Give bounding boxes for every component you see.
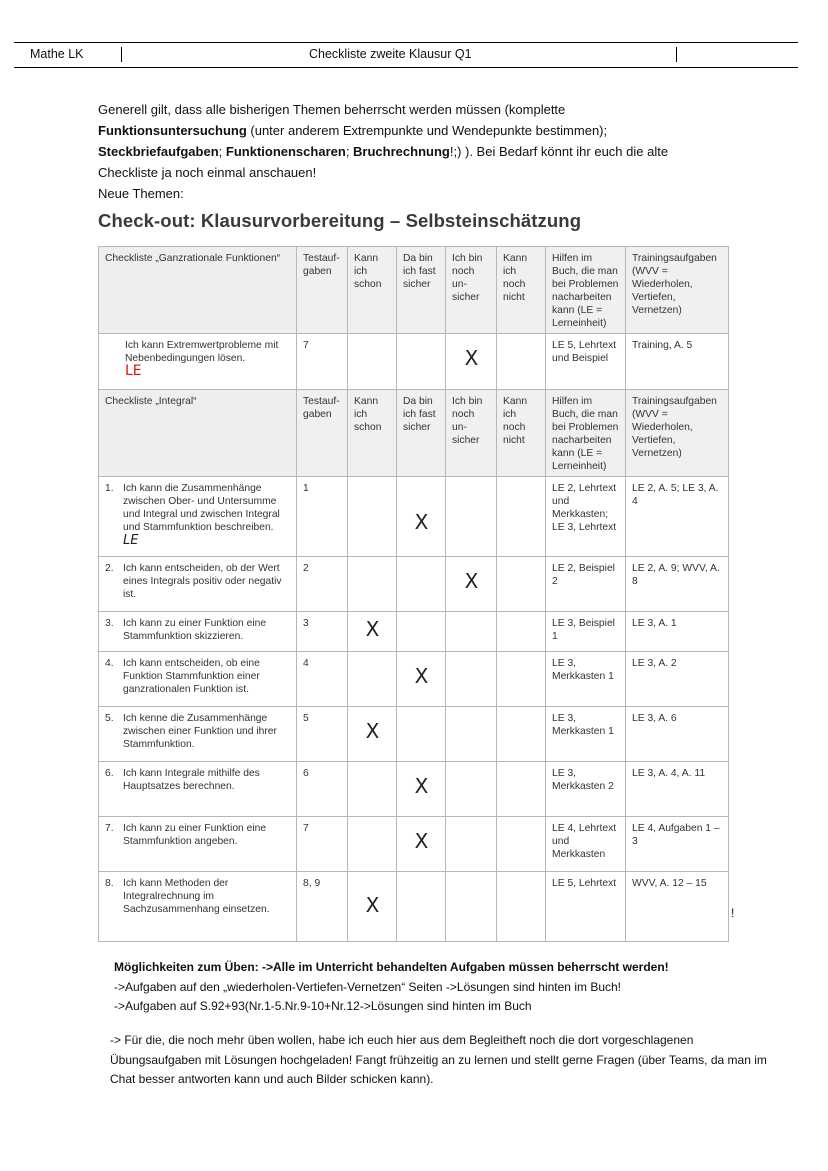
row-text-content: Ich kann Methoden der Integralrechnung im Sachzusammenhang einsetzen. [123,878,270,915]
row-text-content: Ich kann zu einer Funktion eine Stammfunktion angeben. [123,823,267,847]
row-test: 8, 9 [297,872,348,942]
col-header: Trainingsaufgaben (WVV = Wiederholen, Vertiefen, Vernetzen) [626,390,729,477]
row-training: LE 3, A. 6 [626,707,729,762]
check-cell-kann[interactable] [348,872,397,942]
section-header-row [99,247,729,334]
table-row [99,707,729,762]
row-text-content: Ich kann zu einer Funktion eine Stammfunktion skizzieren. [123,618,267,642]
row-number: 4. [105,658,114,669]
check-mark: X [464,346,479,370]
row-training: LE 3, A. 1 [626,612,729,652]
check-cell-nicht[interactable] [497,612,546,652]
row-hilfen: LE 3, Merkkasten 1 [546,707,626,762]
practice-line: ->Aufgaben auf den „wiederholen-Vertiefen-Vernetzen“ Seiten ->Lösungen sind hinten im Buch! [114,979,621,994]
header-divider [676,47,677,62]
row-text-content: Ich kann Extremwertprobleme mit Nebenbedingungen lösen. [125,340,279,364]
page-header [14,42,798,68]
practice-title: Möglichkeiten zum Üben: ->Alle im Unterricht behandelten Aufgaben müssen beherrscht werden! [114,960,669,974]
intro-line: Checkliste ja noch einmal anschauen! [98,165,317,180]
row-test: 3 [297,612,348,652]
check-mark: X [414,510,429,534]
intro-bold: Funktionenscharen [225,144,346,159]
col-header: Trainingsaufgaben (WVV = Wiederholen, Vertiefen, Vernetzen) [626,247,729,334]
row-number: 7. [105,823,114,834]
check-mark: X [414,664,429,688]
row-text [99,334,297,390]
check-mark: X [365,617,380,641]
table-row [99,762,729,817]
header-title: Checkliste zweite Klausur Q1 [309,47,472,61]
row-text [99,612,297,652]
col-header: Ich bin noch un-sicher [446,390,497,477]
row-training: LE 2, A. 9; WVV, A. 8 [626,557,729,612]
row-number: 2. [105,563,114,574]
checkout-title: Check-out: Klausurvorbereitung – Selbsteinschätzung [98,210,582,231]
table-row [99,612,729,652]
check-cell-fast[interactable] [397,557,446,612]
row-text [99,817,297,872]
intro-bold: Steckbriefaufgaben [98,144,219,159]
check-mark: X [414,774,429,798]
practice-line: ->Aufgaben auf S.92+93(Nr.1-5.Nr.9-10+Nr.12->Lösungen sind hinten im Buch [114,999,532,1013]
row-test: 7 [297,334,348,390]
check-cell-fast[interactable] [397,612,446,652]
col-header: Kann ich schon [348,247,397,334]
handwritten-note: LE [123,533,139,548]
row-text-content: Ich kann die Zusammenhänge zwischen Ober- und Untersumme und Integral und zwischen Integral und Stammfunktion beschreiben. [123,483,280,533]
check-mark: X [414,829,429,853]
check-cell-fast[interactable] [397,872,446,942]
col-header: Testauf-gaben [297,247,348,334]
check-cell-unsicher[interactable] [446,707,497,762]
header-course: Mathe LK [30,47,84,61]
row-text [99,652,297,707]
table-row [99,477,729,557]
intro-line: !;) ). Bei Bedarf könnt ihr euch die alte [449,144,669,159]
row-test: 7 [297,817,348,872]
intro-sep: ; [345,144,354,159]
table-row [99,872,729,942]
table-row [99,557,729,612]
row-text [99,557,297,612]
col-header: Hilfen im Buch, die man bei Problemen nacharbeiten kann (LE = Lerneinheit) [546,247,626,334]
row-text-content: Ich kann Integrale mithilfe des Hauptsatzes berechnen. [123,768,260,792]
row-hilfen: LE 5, Lehrtext und Beispiel [546,334,626,390]
row-number: 8. [105,878,114,889]
check-cell-kann[interactable] [348,652,397,707]
check-cell-nicht[interactable] [497,762,546,817]
practice-section [114,958,669,1017]
intro-line: Generell gilt, dass alle bisherigen Themen beherrscht werden müssen (komplette [98,102,566,117]
check-cell-fast[interactable] [397,334,446,390]
intro-bold: Bruchrechnung [353,144,450,159]
check-cell-nicht[interactable] [497,872,546,942]
check-cell-kann[interactable] [348,707,397,762]
col-header: Testauf-gaben [297,390,348,477]
check-cell-unsicher[interactable] [446,652,497,707]
row-number: 1. [105,483,114,494]
check-cell-kann[interactable] [348,477,397,557]
row-text [99,872,297,942]
check-cell-kann[interactable] [348,334,397,390]
check-cell-unsicher[interactable] [446,477,497,557]
intro-text [98,99,738,204]
check-cell-nicht[interactable] [497,707,546,762]
row-number: 6. [105,768,114,779]
check-cell-fast[interactable] [397,762,446,817]
table-row [99,334,729,390]
row-hilfen: LE 3, Beispiel 1 [546,612,626,652]
check-cell-nicht[interactable] [497,334,546,390]
row-test: 5 [297,707,348,762]
row-hilfen: LE 2, Lehrtext und Merkkasten; LE 3, Lehrtext [546,477,626,557]
row-test: 2 [297,557,348,612]
row-training: LE 3, A. 2 [626,652,729,707]
row-text-content: Ich kann entscheiden, ob eine Funktion Stammfunktion einer ganzrationalen Funktion ist. [123,658,260,695]
row-training: LE 2, A. 5; LE 3, A. 4 [626,477,729,557]
check-cell-unsicher[interactable] [446,872,497,942]
check-cell-nicht[interactable] [497,557,546,612]
check-cell-unsicher[interactable] [446,557,497,612]
table-row [99,817,729,872]
row-training: LE 3, A. 4, A. 11 [626,762,729,817]
check-cell-unsicher[interactable] [446,817,497,872]
check-mark: X [464,569,479,593]
check-cell-kann[interactable] [348,557,397,612]
check-cell-fast[interactable] [397,477,446,557]
row-training: LE 4, Aufgaben 1 – 3 [626,817,729,872]
row-hilfen: LE 3, Merkkasten 2 [546,762,626,817]
check-mark: X [365,893,380,917]
check-cell-kann[interactable] [348,612,397,652]
row-text [99,762,297,817]
row-number: 5. [105,713,114,724]
row-test: 6 [297,762,348,817]
check-mark: X [365,719,380,743]
check-cell-nicht[interactable] [497,477,546,557]
check-cell-unsicher[interactable] [446,334,497,390]
row-test: 4 [297,652,348,707]
col-header: Kann ich noch nicht [497,247,546,334]
check-cell-nicht[interactable] [497,652,546,707]
header-divider [121,47,122,62]
row-hilfen: LE 5, Lehrtext [546,872,626,942]
section-title: Checkliste „Integral“ [99,390,297,477]
row-hilfen: LE 3, Merkkasten 1 [546,652,626,707]
check-cell-nicht[interactable] [497,817,546,872]
col-header: Ich bin noch un-sicher [446,247,497,334]
row-text [99,477,297,557]
intro-line: Neue Themen: [98,186,184,201]
check-cell-fast[interactable] [397,652,446,707]
row-hilfen: LE 4, Lehrtext und Merkkasten [546,817,626,872]
check-cell-kann[interactable] [348,817,397,872]
section-header-row [99,390,729,477]
check-cell-fast[interactable] [397,817,446,872]
section-title: Checkliste „Ganzrationale Funktionen“ [99,247,297,334]
col-header: Kann ich schon [348,390,397,477]
table-row [99,652,729,707]
handwritten-note: LE [125,363,142,379]
row-text-content: Ich kenne die Zusammenhänge zwischen einer Funktion und ihrer Stammfunktion. [123,713,277,750]
row-number: 3. [105,618,114,629]
check-cell-fast[interactable] [397,707,446,762]
check-cell-unsicher[interactable] [446,762,497,817]
intro-sep: ; [218,144,226,159]
col-header: Hilfen im Buch, die man bei Problemen nacharbeiten kann (LE = Lerneinheit) [546,390,626,477]
row-training: WVV, A. 12 – 15 [626,872,729,942]
final-note: -> Für die, die noch mehr üben wollen, habe ich euch hier aus dem Begleitheft noch die dort vorgeschlagenen Übungsaufgaben mit Lösungen hochgeladen! Fangt frühzeitig an zu lernen und stellt gerne Fragen (über Teams, da man im Chat besser antworten kann und auch Bilder schicken kann). [110,1033,767,1086]
row-test: 1 [297,477,348,557]
intro-bold: Funktionsuntersuchung [98,123,247,138]
intro-line: (unter anderem Extrempunkte und Wendepunkte bestimmen); [246,123,608,138]
col-header: Kann ich noch nicht [497,390,546,477]
col-header: Da bin ich fast sicher [397,247,446,334]
side-exclamation: ! [731,906,735,920]
check-cell-unsicher[interactable] [446,612,497,652]
check-cell-kann[interactable] [348,762,397,817]
row-training: Training, A. 5 [626,334,729,390]
col-header: Da bin ich fast sicher [397,390,446,477]
checklist-table [98,246,729,942]
row-hilfen: LE 2, Beispiel 2 [546,557,626,612]
row-text-content: Ich kann entscheiden, ob der Wert eines Integrals positiv oder negativ ist. [123,563,282,600]
row-text [99,707,297,762]
